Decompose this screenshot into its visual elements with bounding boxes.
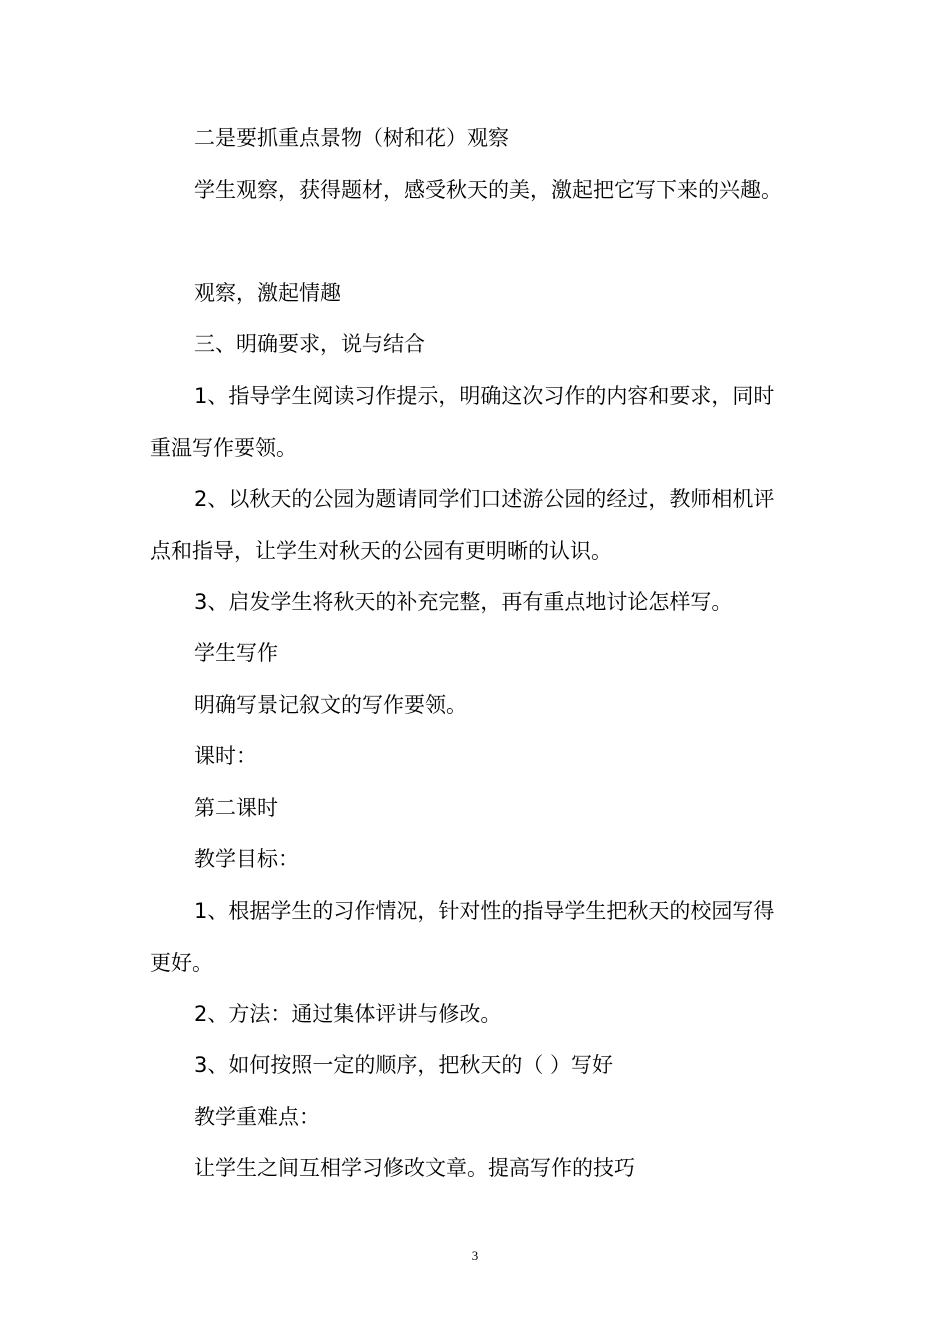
label-teaching-goals: 教学目标： bbox=[194, 847, 299, 871]
goal-item-1: 1、根据学生的习作情况，针对性的指导学生把秋天的校园写得更好。 bbox=[150, 899, 775, 975]
list-item-2-park-narration: 2、以秋天的公园为题请同学们口述游公园的经过，教师相机评点和指导，让学生对秋天的公园有更明晰的认识。 bbox=[150, 487, 775, 563]
page-number: 3 bbox=[471, 1248, 479, 1263]
heading-second-lesson: 第二课时 bbox=[194, 796, 278, 820]
goal-item-2: 2、方法：通过集体评讲与修改。 bbox=[194, 1002, 502, 1026]
paragraph-writing-essentials: 明确写景记叙文的写作要领。 bbox=[194, 693, 467, 717]
paragraph-peer-revision: 让学生之间互相学习修改文章。提高写作的技巧 bbox=[194, 1156, 635, 1180]
paragraph-observe-interest: 观察，激起情趣 bbox=[194, 281, 341, 305]
list-item-3-supplement: 3、启发学生将秋天的补充完整，再有重点地讨论怎样写。 bbox=[194, 590, 733, 614]
section-heading-requirements: 三、明确要求，说与结合 bbox=[194, 332, 425, 356]
goal-item-3: 3、如何按照一定的顺序，把秋天的（ ）写好 bbox=[194, 1053, 614, 1077]
paragraph-observe-key-scenery: 二是要抓重点景物（树和花）观察 bbox=[194, 126, 509, 150]
paragraph-student-observe: 学生观察，获得题材，感受秋天的美，激起把它写下来的兴趣。 bbox=[194, 178, 782, 202]
label-class-hours: 课时： bbox=[194, 744, 257, 768]
label-key-difficulties: 教学重难点： bbox=[194, 1105, 320, 1129]
list-item-1-reading-guide: 1、指导学生阅读习作提示，明确这次习作的内容和要求，同时重温写作要领。 bbox=[150, 384, 775, 460]
paragraph-student-writing: 学生写作 bbox=[194, 641, 278, 665]
